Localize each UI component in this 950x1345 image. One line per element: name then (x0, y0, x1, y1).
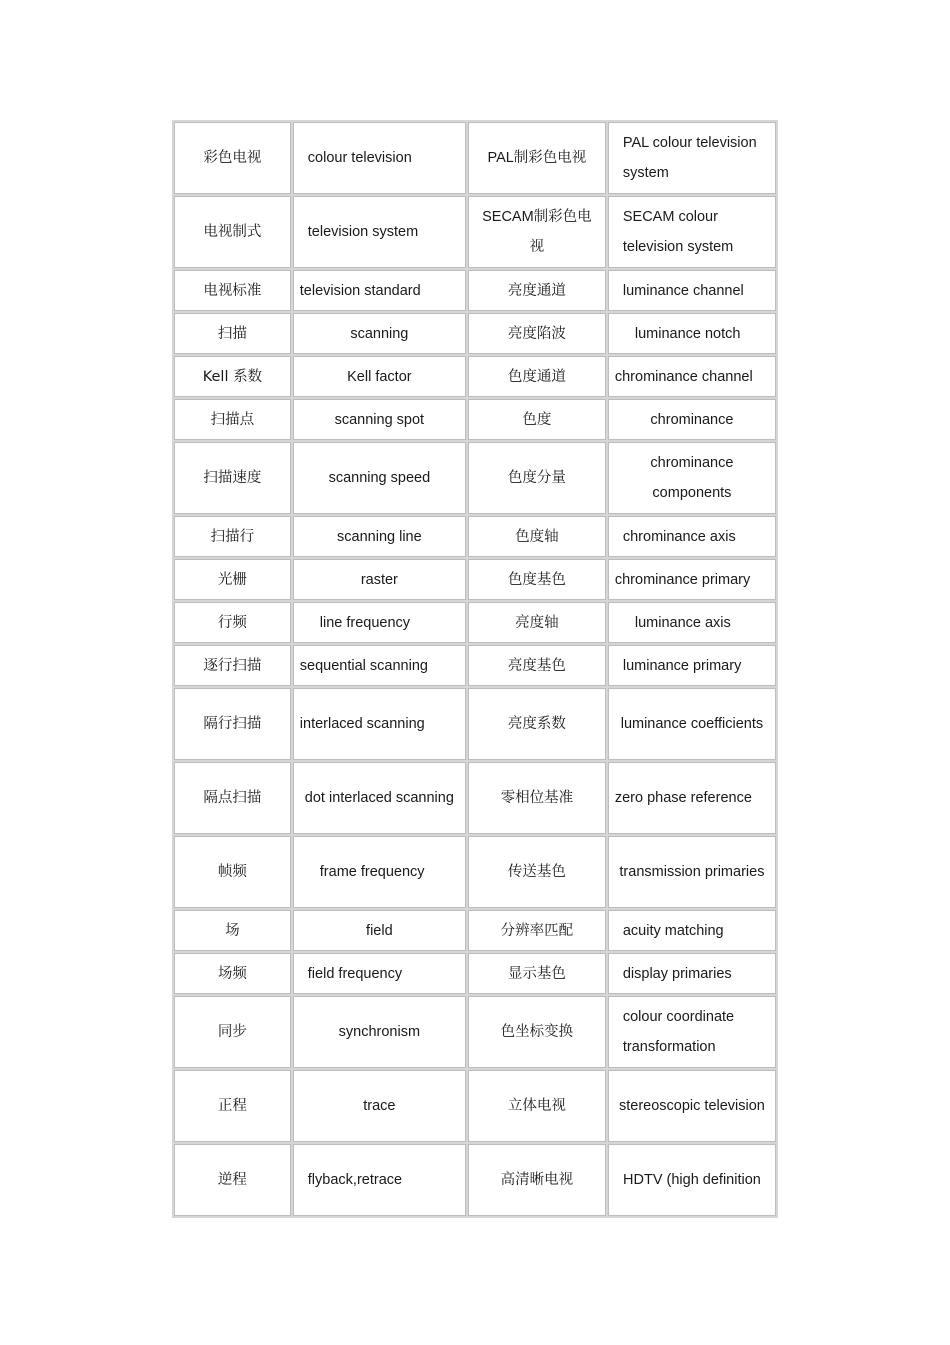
term-chinese: 隔行扫描 (174, 688, 291, 760)
term-chinese: 显示基色 (468, 953, 606, 994)
term-english: chrominance primary (608, 559, 776, 600)
term-chinese: 同步 (174, 996, 291, 1068)
term-chinese: 逐行扫描 (174, 645, 291, 686)
term-english: scanning (293, 313, 466, 354)
term-english: field (293, 910, 466, 951)
term-chinese: 色度轴 (468, 516, 606, 557)
term-english: SECAM colour television system (608, 196, 776, 268)
term-english: acuity matching (608, 910, 776, 951)
term-english: interlaced scanning (293, 688, 466, 760)
table-row (174, 1144, 776, 1216)
term-chinese: 场频 (174, 953, 291, 994)
term-chinese: 帧频 (174, 836, 291, 908)
term-english: stereoscopic television (608, 1070, 776, 1142)
term-english: luminance channel (608, 270, 776, 311)
term-chinese: 隔点扫描 (174, 762, 291, 834)
table-row (174, 1070, 776, 1142)
term-english: luminance axis (608, 602, 776, 643)
term-english: HDTV (high definition (608, 1144, 776, 1216)
table-row (174, 516, 776, 557)
term-chinese: SECAM制彩色电视 (468, 196, 606, 268)
term-chinese: 高清晰电视 (468, 1144, 606, 1216)
term-english: Kell factor (293, 356, 466, 397)
term-english: chrominance (608, 399, 776, 440)
term-english: zero phase reference (608, 762, 776, 834)
glossary-table (172, 120, 778, 1218)
term-english: chrominance axis (608, 516, 776, 557)
term-english: field frequency (293, 953, 466, 994)
term-chinese: 场 (174, 910, 291, 951)
term-chinese: 亮度轴 (468, 602, 606, 643)
term-english: luminance primary (608, 645, 776, 686)
table-row (174, 270, 776, 311)
table-row (174, 836, 776, 908)
term-english: luminance notch (608, 313, 776, 354)
term-chinese: 色度 (468, 399, 606, 440)
table-row (174, 602, 776, 643)
term-chinese: 逆程 (174, 1144, 291, 1216)
term-chinese: 色度基色 (468, 559, 606, 600)
term-english: television system (293, 196, 466, 268)
table-row (174, 645, 776, 686)
term-english: raster (293, 559, 466, 600)
table-row (174, 442, 776, 514)
table-row (174, 762, 776, 834)
term-chinese: 电视制式 (174, 196, 291, 268)
term-english: scanning speed (293, 442, 466, 514)
term-chinese: 行频 (174, 602, 291, 643)
term-english: trace (293, 1070, 466, 1142)
term-chinese: 扫描速度 (174, 442, 291, 514)
term-english: chrominance channel (608, 356, 776, 397)
term-chinese: 亮度系数 (468, 688, 606, 760)
table-row (174, 313, 776, 354)
table-row (174, 910, 776, 951)
term-english: sequential scanning (293, 645, 466, 686)
term-english: synchronism (293, 996, 466, 1068)
term-english: television standard (293, 270, 466, 311)
term-english: chrominance components (608, 442, 776, 514)
term-english: colour television (293, 122, 466, 194)
table-row (174, 996, 776, 1068)
term-chinese: 亮度基色 (468, 645, 606, 686)
term-english: display primaries (608, 953, 776, 994)
term-chinese: 色度通道 (468, 356, 606, 397)
term-english: frame frequency (293, 836, 466, 908)
table-row (174, 953, 776, 994)
term-chinese: 电视标准 (174, 270, 291, 311)
term-english: PAL colour television system (608, 122, 776, 194)
term-chinese: 色度分量 (468, 442, 606, 514)
term-english: scanning spot (293, 399, 466, 440)
table-row (174, 196, 776, 268)
term-english: line frequency (293, 602, 466, 643)
term-chinese: Kell 系数 (174, 356, 291, 397)
term-chinese: 分辨率匹配 (468, 910, 606, 951)
table-row (174, 688, 776, 760)
term-chinese: 色坐标变换 (468, 996, 606, 1068)
term-chinese: 彩色电视 (174, 122, 291, 194)
term-english: scanning line (293, 516, 466, 557)
term-chinese: 亮度通道 (468, 270, 606, 311)
term-english: transmission primaries (608, 836, 776, 908)
term-chinese: 立体电视 (468, 1070, 606, 1142)
table-row (174, 356, 776, 397)
term-chinese: 光栅 (174, 559, 291, 600)
term-english: colour coordinate transformation (608, 996, 776, 1068)
term-chinese: 传送基色 (468, 836, 606, 908)
table-row (174, 122, 776, 194)
term-chinese: 扫描 (174, 313, 291, 354)
term-chinese: 扫描点 (174, 399, 291, 440)
term-english: flyback,retrace (293, 1144, 466, 1216)
term-english: dot interlaced scanning (293, 762, 466, 834)
term-english: luminance coefficients (608, 688, 776, 760)
term-chinese: 扫描行 (174, 516, 291, 557)
term-chinese: 零相位基准 (468, 762, 606, 834)
term-chinese: PAL制彩色电视 (468, 122, 606, 194)
term-chinese: 亮度陷波 (468, 313, 606, 354)
term-chinese: 正程 (174, 1070, 291, 1142)
table-row (174, 399, 776, 440)
table-row (174, 559, 776, 600)
